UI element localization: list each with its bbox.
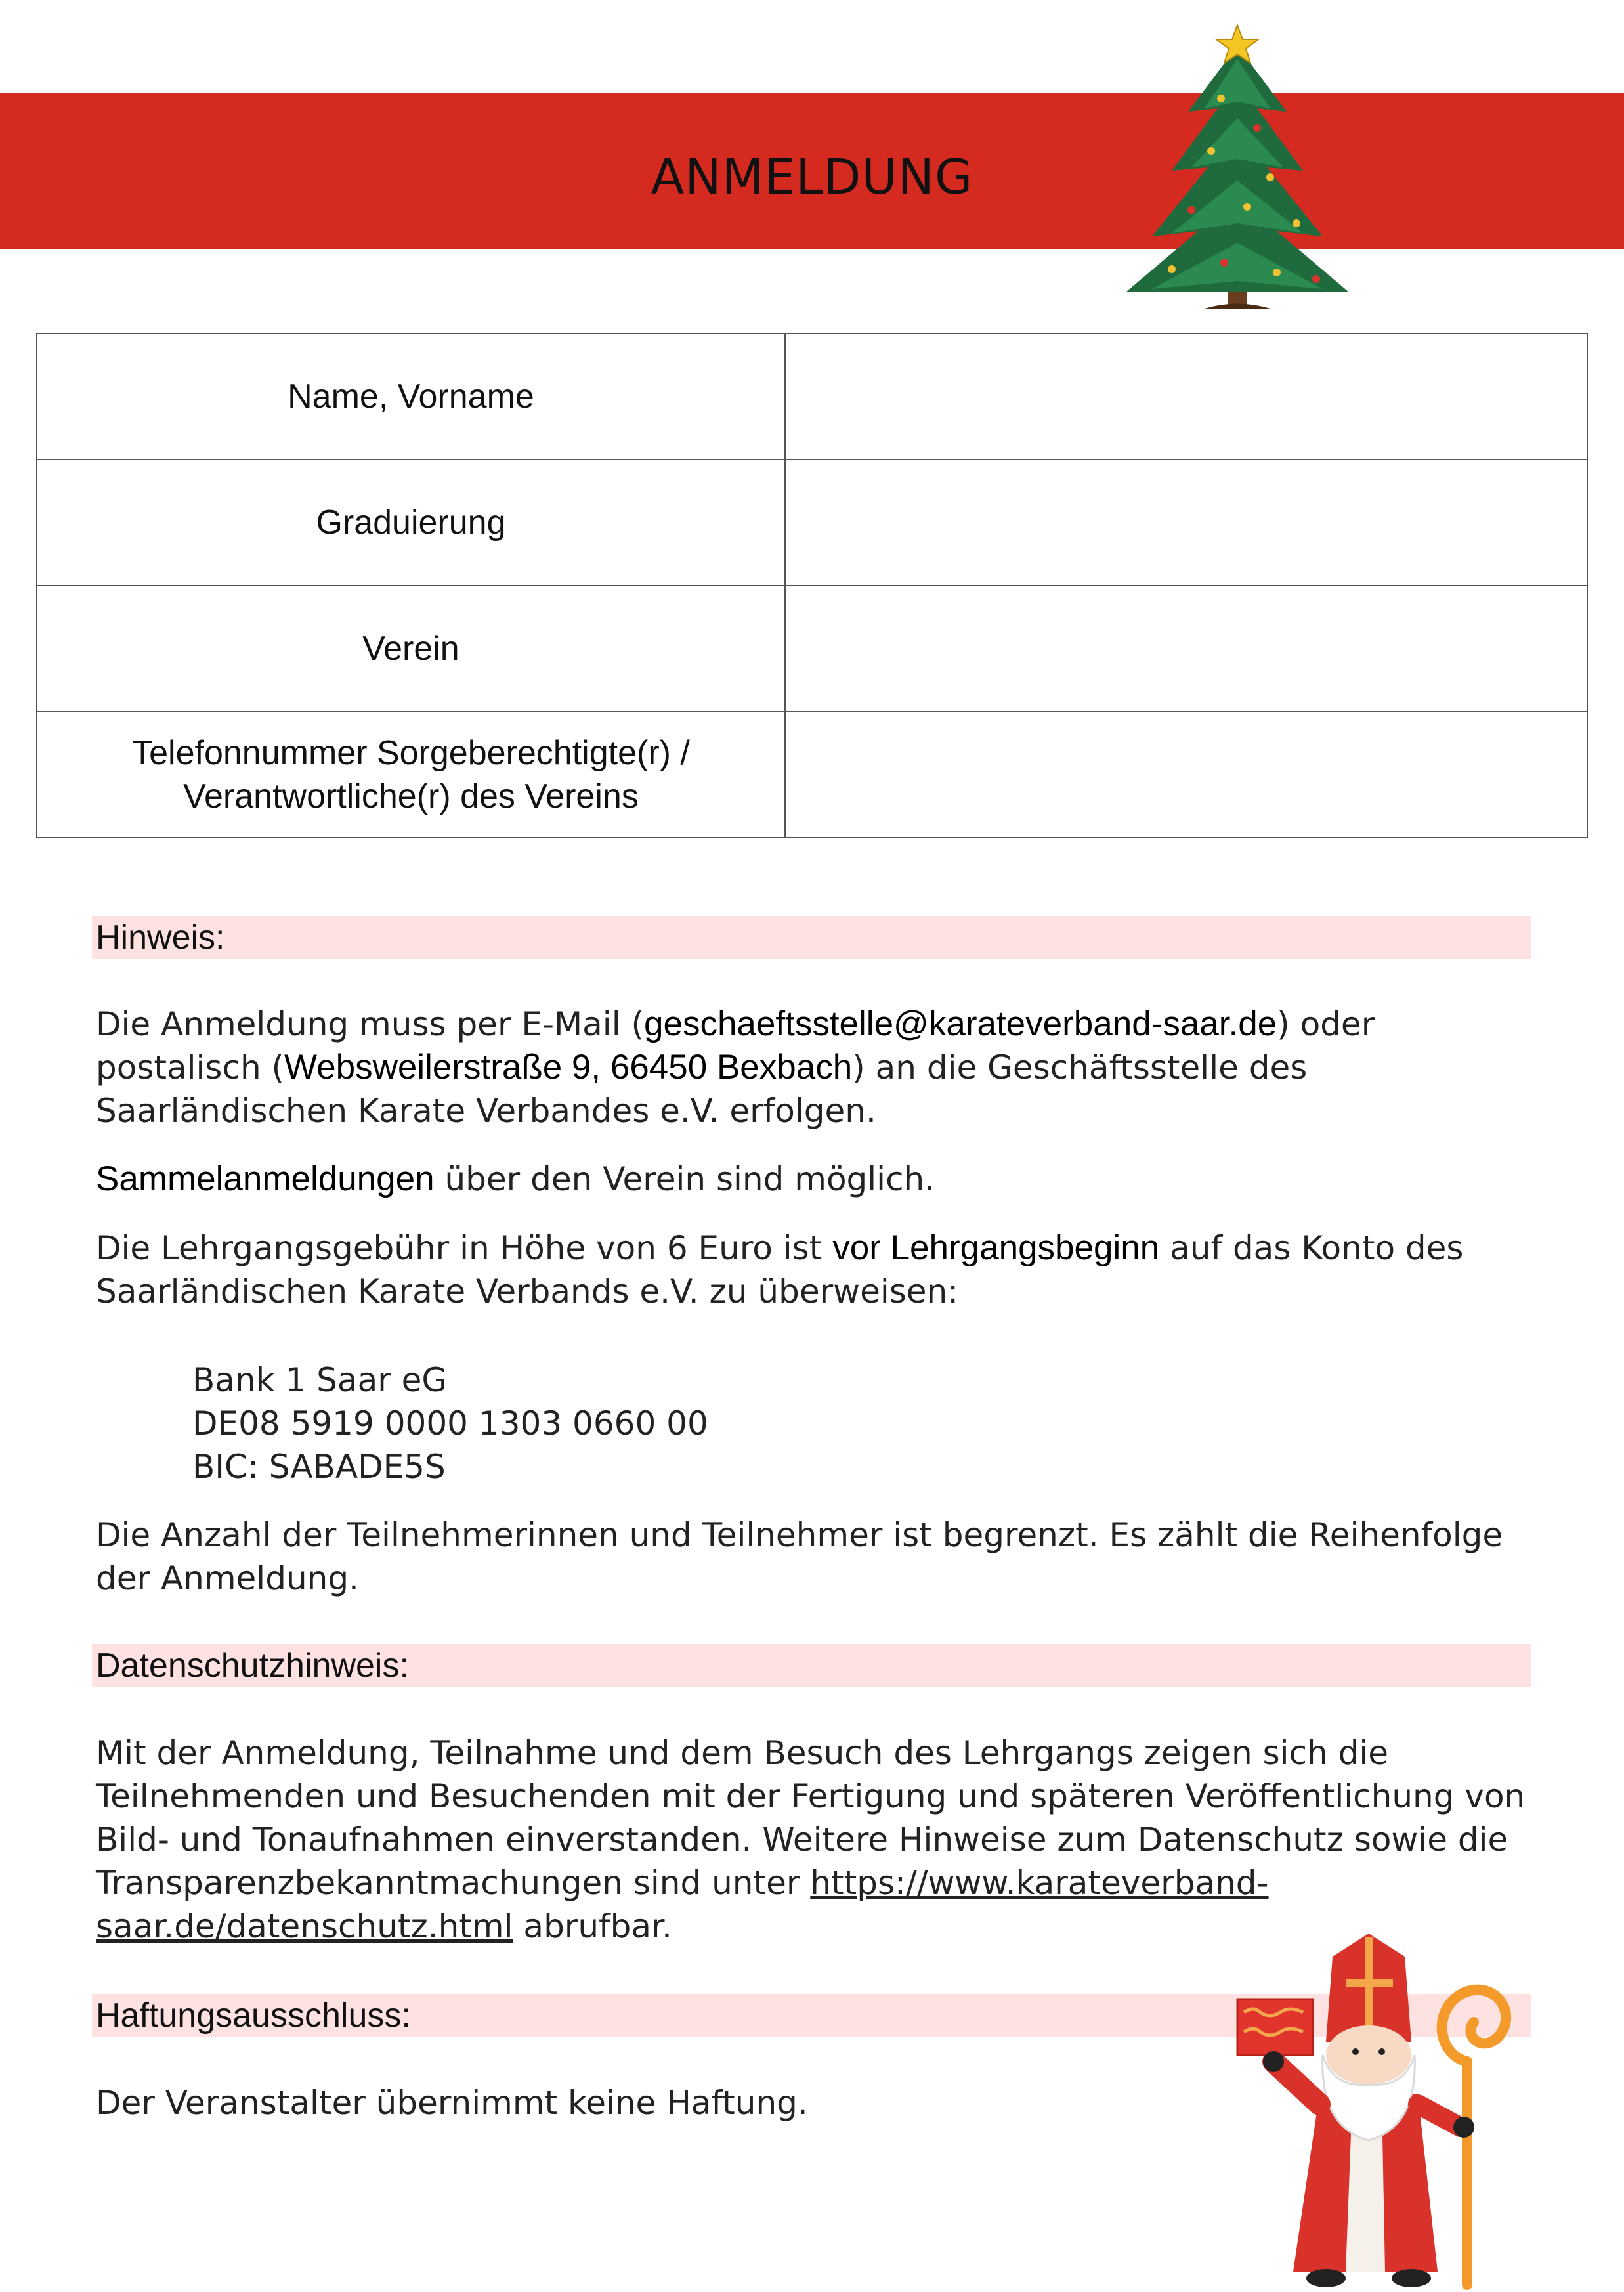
field-input-telefon[interactable] [785, 712, 1587, 838]
page-title: ANMELDUNG [651, 149, 973, 205]
christmas-tree-icon [1106, 20, 1369, 322]
field-label-name: Name, Vorname [37, 334, 785, 460]
bank-bic: BIC: SABADE5S [192, 1448, 446, 1486]
postal-address: Websweilerstraße 9, 66450 Bexbach [284, 1048, 853, 1087]
section-bar-hinweis [92, 916, 1531, 959]
table-row [37, 334, 1587, 460]
bank-details [192, 1358, 1111, 1488]
section-title-datenschutz: Datenschutzhinweis: [96, 1647, 409, 1685]
field-input-name[interactable] [785, 334, 1587, 460]
field-input-graduierung[interactable] [785, 460, 1587, 586]
field-label-telefon: Telefonnummer Sorgeberechtigte(r) / Verantwortliche(r) des Vereins [37, 712, 785, 838]
hinweis-paragraph-2: Sammelanmeldungen über den Verein sind möglich. [96, 1159, 935, 1198]
field-label-graduierung: Graduierung [37, 460, 785, 586]
table-row [37, 460, 1587, 586]
section-title-hinweis: Hinweis: [96, 919, 225, 957]
section-title-haftung: Haftungsausschluss: [96, 1997, 411, 2035]
field-label-verein: Verein [37, 586, 785, 712]
privacy-link[interactable]: https://www.karateverband-saar.de/datenschutz.html [96, 1864, 1269, 1945]
table-row [37, 586, 1587, 712]
email-address[interactable]: geschaeftsstelle@karateverband-saar.de [644, 1005, 1277, 1043]
field-input-verein[interactable] [785, 586, 1587, 712]
datenschutz-paragraph: Mit der Anmeldung, Teilnahme und dem Besuch des Lehrgangs zeigen sich die Teilnehmenden und Besuchenden mit der Fertigung und späteren Veröffentlichung von Bild- und Tonaufnahmen einverstanden. Weitere Hinweise zum Datenschutz sowie die Transparenzbekanntmachungen sind unter https://www.karateverband-saar.de/datenschutz.html abrufbar. [96, 1734, 1526, 1945]
saint-nicholas-icon [1221, 1930, 1549, 2292]
hinweis-paragraph-4: Die Anzahl der Teilnehmerinnen und Teilnehmer ist begrenzt. Es zählt die Reihenfolge der Anmeldung. [96, 1516, 1503, 1597]
bank-iban: DE08 5919 0000 1303 0660 00 [192, 1404, 708, 1442]
haftung-paragraph: Der Veranstalter übernimmt keine Haftung. [96, 2084, 808, 2122]
bank-name: Bank 1 Saar eG [192, 1361, 448, 1399]
hinweis-paragraph-1: Die Anmeldung muss per E-Mail (geschaeftsstelle@karateverband-saar.de) oder postalisch (Websweilerstraße 9, 66450 Bexbach) an die Geschäftsstelle des Saarländischen Karate Verbandes e.V. erfolgen. [96, 1005, 1375, 1130]
table-row [37, 712, 1587, 838]
hinweis-paragraph-3: Die Lehrgangsgebühr in Höhe von 6 Euro ist vor Lehrgangsbeginn auf das Konto des Saarländischen Karate Verbands e.V. zu überweisen: [96, 1228, 1464, 1310]
registration-table [36, 333, 1588, 838]
